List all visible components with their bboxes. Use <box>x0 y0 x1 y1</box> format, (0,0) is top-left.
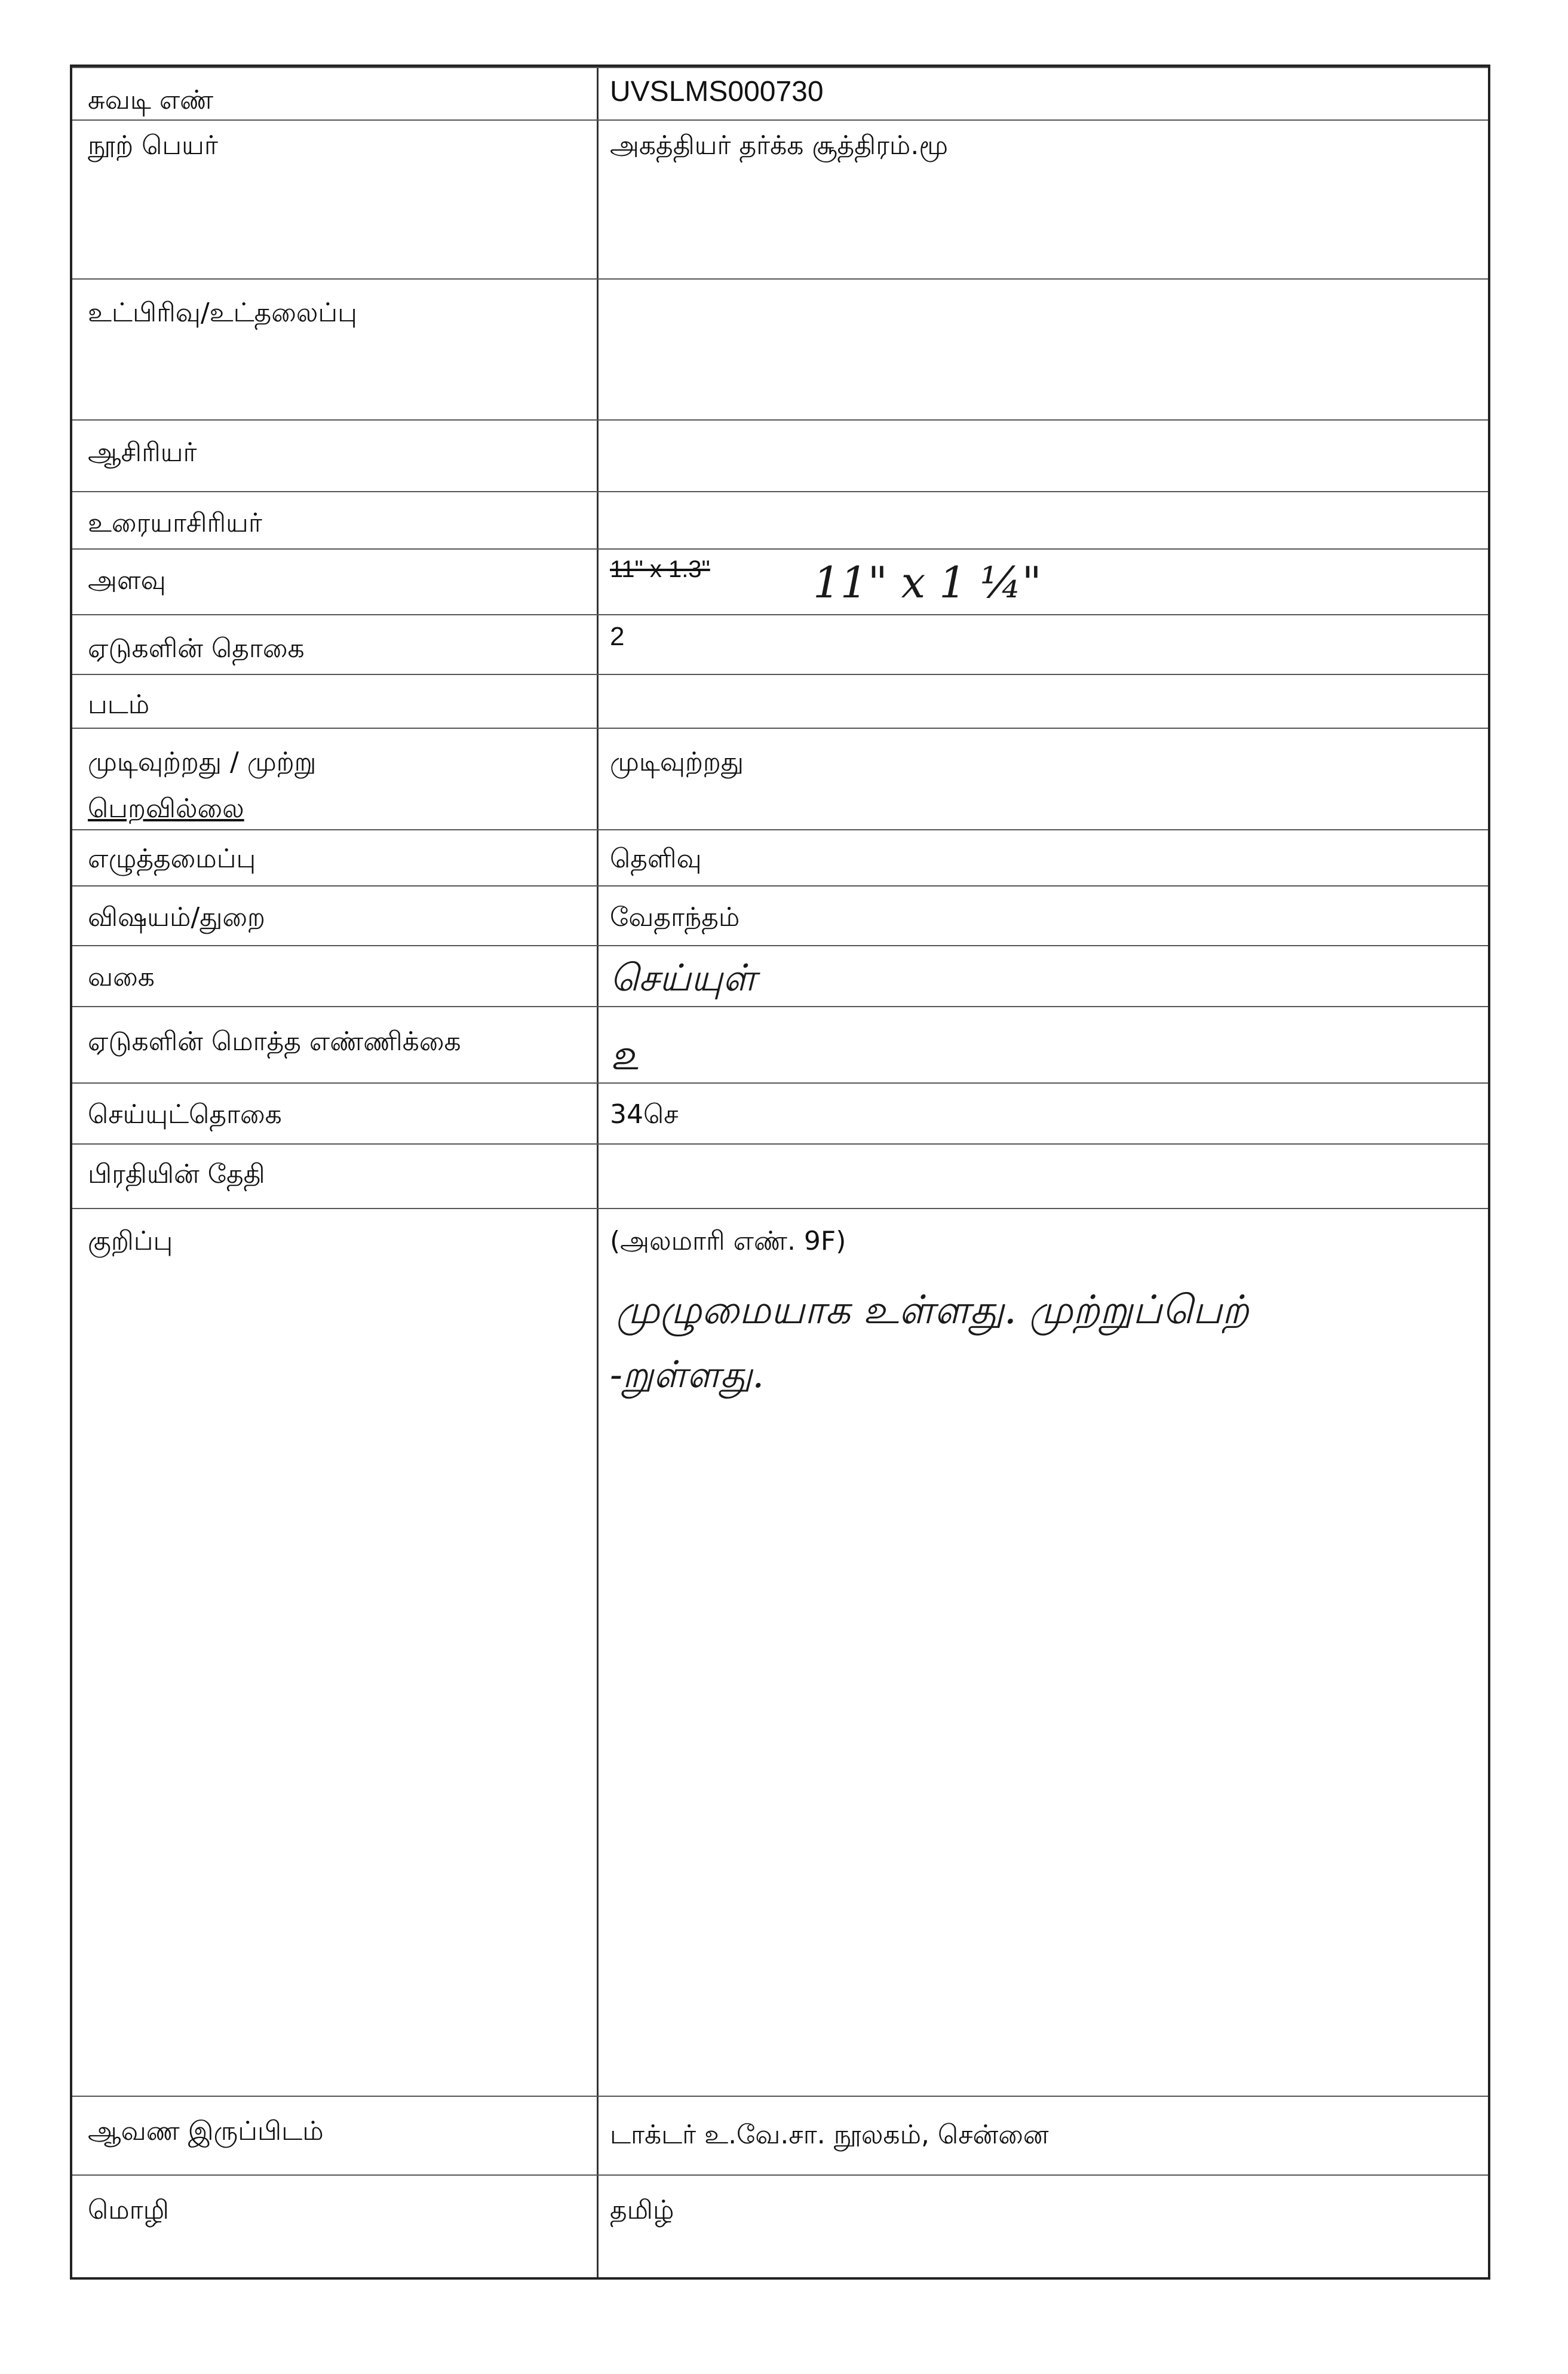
label-author: ஆசிரியர் <box>88 437 197 468</box>
value-type-handwritten: செய்யுள் <box>610 956 756 999</box>
value-size-printed: 11" x 1.3" <box>610 556 710 582</box>
row-repository <box>72 2096 1488 2174</box>
label-commentator: உரையாசிரியர் <box>88 508 262 538</box>
label-leaf-count: ஏடுகளின் தொகை <box>88 633 305 664</box>
value-leaf-count: 2 <box>610 622 625 651</box>
value-completion: முடிவுற்றது <box>610 747 744 777</box>
row-completion <box>72 728 1488 829</box>
row-size <box>72 548 1488 614</box>
row-verse-count <box>72 1082 1488 1143</box>
label-type: வகை <box>88 962 155 992</box>
value-notes-printed: (அலமாரி எண். 9F) <box>610 1226 846 1256</box>
label-total-leaves: ஏடுகளின் மொத்த எண்ணிக்கை <box>88 1026 461 1057</box>
label-subdivision: உட்பிரிவு/உட்தலைப்பு <box>88 297 357 328</box>
label-copy-date: பிரதியின் தேதி <box>88 1159 265 1189</box>
row-commentator <box>72 491 1488 548</box>
label-language: மொழி <box>88 2195 169 2225</box>
row-title <box>72 119 1488 278</box>
label-repository: ஆவண இருப்பிடம் <box>88 2116 324 2146</box>
label-verse-count: செய்யுட்தொகை <box>88 1099 282 1130</box>
value-notes-handwritten-1: முழுமையாக உள்ளது. முற்றுப்பெற் <box>616 1287 1249 1333</box>
row-subject <box>72 885 1488 945</box>
row-leaf-count <box>72 614 1488 674</box>
row-notes <box>72 1208 1488 2096</box>
value-manuscript-number: UVSLMS000730 <box>610 76 824 108</box>
label-manuscript-number: சுவடி எண் <box>88 85 214 115</box>
row-illustration <box>72 674 1488 728</box>
value-script: தெளிவு <box>610 844 702 874</box>
value-title: அகத்தியர் தர்க்க சூத்திரம்.மூ <box>610 130 949 161</box>
value-verse-count: 34செ <box>610 1099 679 1130</box>
row-total-leaves <box>72 1006 1488 1082</box>
row-manuscript-number <box>72 67 1488 119</box>
value-repository: டாக்டர் உ.வே.சா. நூலகம், சென்னை <box>610 2120 1049 2150</box>
catalog-record-table <box>70 65 1490 2280</box>
row-script <box>72 829 1488 885</box>
label-size: அளவு <box>88 565 166 596</box>
row-type <box>72 945 1488 1006</box>
label-script: எழுத்தமைப்பு <box>88 844 256 874</box>
value-language: தமிழ் <box>610 2195 674 2225</box>
value-size-handwritten: 11" x 1 ¼" <box>813 557 1042 608</box>
row-language <box>72 2174 1488 2277</box>
row-subdivision <box>72 278 1488 419</box>
label-illustration: படம் <box>88 689 150 720</box>
row-author <box>72 419 1488 491</box>
value-subject: வேதாந்தம் <box>610 902 740 933</box>
label-notes: குறிப்பு <box>88 1226 173 1256</box>
value-notes-handwritten-2: -றுள்ளது. <box>610 1352 765 1396</box>
label-completion: முடிவுற்றது / முற்று <box>88 747 317 777</box>
label-completion-line2: பெறவில்லை <box>88 793 244 824</box>
label-subject: விஷயம்/துறை <box>88 902 265 933</box>
value-total-leaves-handwritten: ௨ <box>610 1029 640 1079</box>
label-title: நூற் பெயர் <box>88 130 218 161</box>
row-copy-date <box>72 1143 1488 1208</box>
